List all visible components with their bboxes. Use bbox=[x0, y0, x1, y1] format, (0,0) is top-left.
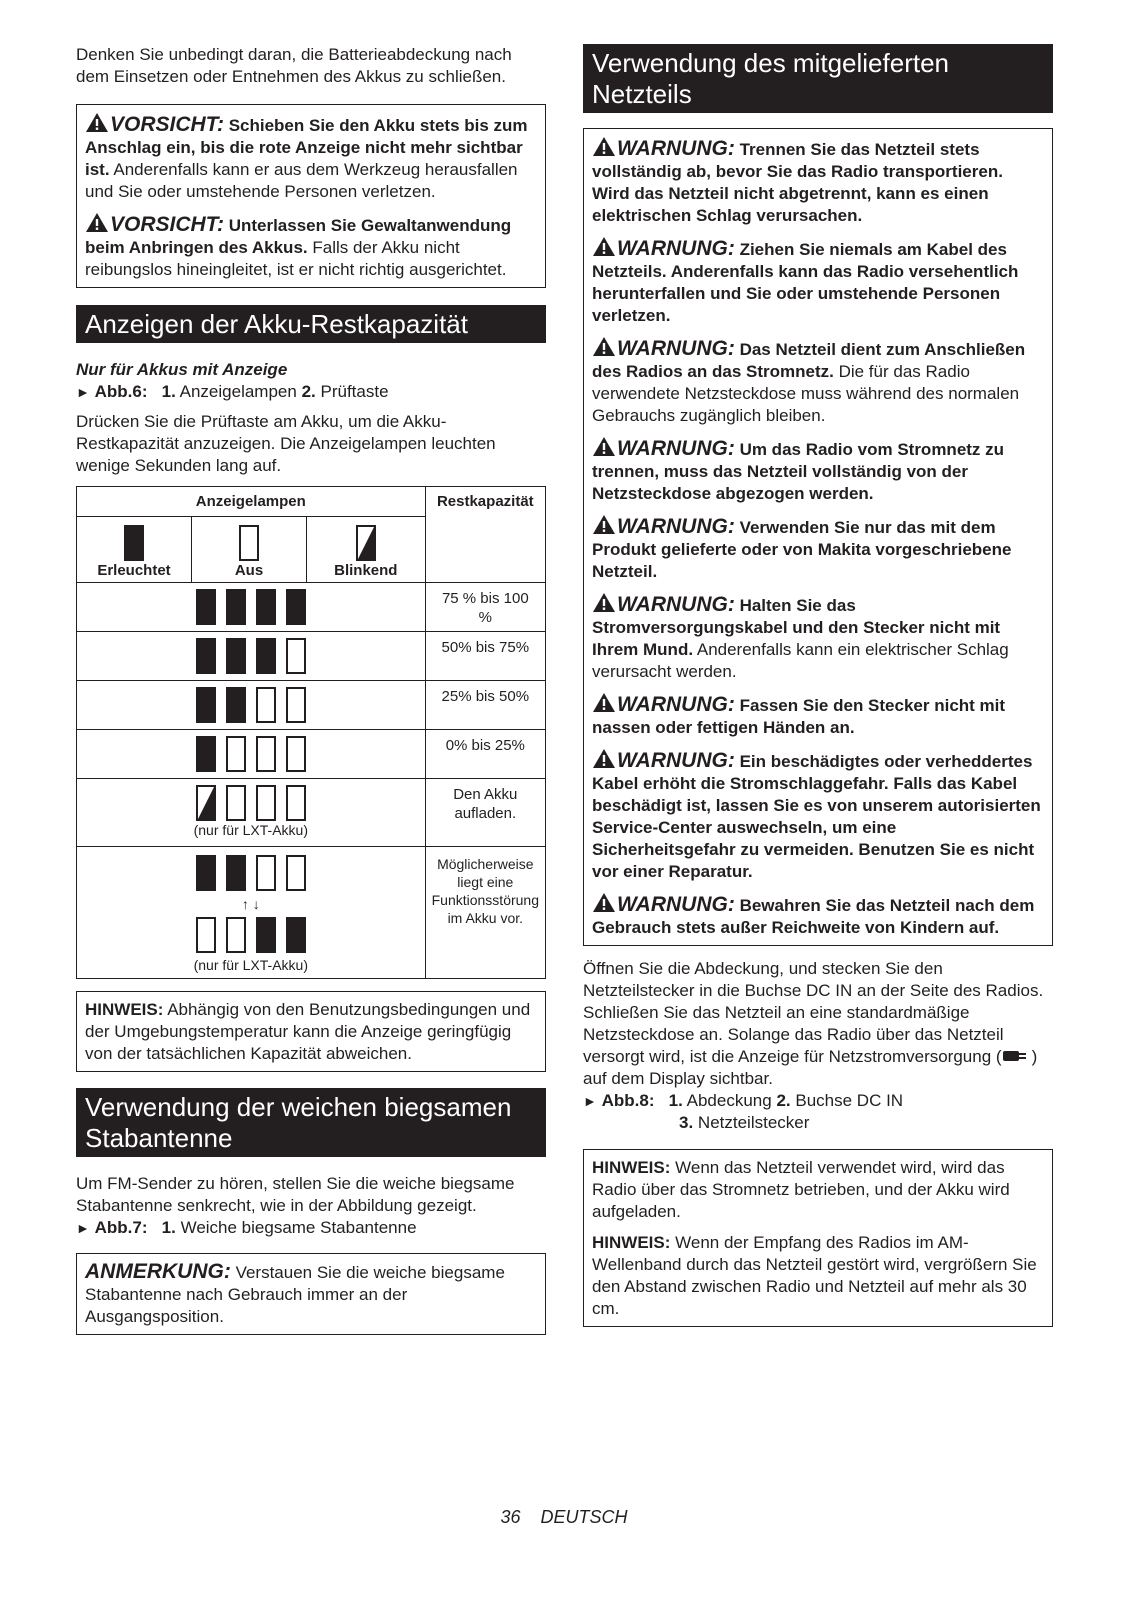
warning-item bbox=[592, 514, 1044, 583]
capacity-paragraph: Drücken Sie die Prüftaste am Akku, um die Akku-Restkapazität anzuzeigen. Die Anzeigelampen leuchten wenige Sekunden lang auf. bbox=[76, 412, 496, 475]
warning-triangle-icon bbox=[592, 136, 616, 157]
warning-item bbox=[592, 592, 1044, 683]
warning-bold-text: Trennen Sie das Netzteil stets vollständig ab, bevor Sie das Radio transportieren. Wird das Netzteil nicht abgetrennt, kann es einen elektrischen Schlag verursachen. bbox=[592, 140, 1003, 225]
lamp-group bbox=[77, 785, 425, 821]
page-footer bbox=[0, 1506, 1128, 1528]
lamp-lit-icon bbox=[196, 855, 216, 891]
caution-box bbox=[76, 104, 546, 288]
lamp-group bbox=[77, 917, 425, 953]
warning-signal: WARNUNG: bbox=[617, 237, 735, 260]
figure-label: Abb.7: bbox=[94, 1218, 148, 1237]
warning-signal: WARNUNG: bbox=[617, 515, 735, 538]
warning-triangle-icon bbox=[592, 236, 616, 257]
warning-item bbox=[592, 436, 1044, 505]
warning-box bbox=[583, 128, 1053, 946]
lamp-off-icon bbox=[256, 736, 276, 772]
lamp-lit-icon bbox=[256, 589, 276, 625]
lamp-off-icon bbox=[286, 736, 306, 772]
capacity-cell: 25% bis 50% bbox=[425, 681, 545, 730]
lamp-blinking-icon bbox=[196, 785, 216, 821]
legend-label: Blinkend bbox=[334, 562, 398, 579]
lxt-note: (nur für LXT-Akku) bbox=[193, 822, 308, 838]
warning-triangle-icon bbox=[592, 748, 616, 769]
lamp-lit-icon bbox=[256, 638, 276, 674]
note-label: HINWEIS: bbox=[85, 1000, 164, 1019]
figure-label: Abb.8: bbox=[601, 1091, 655, 1110]
lamp-group bbox=[77, 687, 425, 723]
caution-item bbox=[85, 212, 537, 281]
lamp-lit-icon bbox=[196, 736, 216, 772]
remark-text: Verstauen Sie die weiche biegsame Stabantenne nach Gebrauch immer an der Ausgangsposition. bbox=[85, 1263, 505, 1326]
warning-item bbox=[592, 748, 1044, 883]
left-column bbox=[76, 44, 546, 1335]
remark-box bbox=[76, 1253, 546, 1335]
lamp-off-icon bbox=[226, 736, 246, 772]
capacity-column-header: Restkapazität bbox=[436, 493, 534, 510]
right-column bbox=[583, 44, 1053, 1327]
lamp-off-icon bbox=[286, 855, 306, 891]
lamp-cell bbox=[77, 681, 426, 730]
lxt-note: (nur für LXT-Akku) bbox=[193, 957, 308, 973]
warning-item bbox=[592, 136, 1044, 227]
lamp-lit-icon bbox=[256, 917, 276, 953]
warning-signal: WARNUNG: bbox=[617, 337, 735, 360]
figure-item-number: 1. bbox=[668, 1091, 683, 1110]
lamp-lit-icon bbox=[226, 687, 246, 723]
warning-triangle-icon bbox=[592, 892, 616, 913]
lamp-lit-icon bbox=[196, 687, 216, 723]
section-heading: Verwendung des mitgelieferten Netzteils bbox=[583, 44, 1053, 113]
capacity-cell: 50% bis 75% bbox=[425, 632, 545, 681]
table-row bbox=[77, 730, 546, 779]
warning-item bbox=[592, 892, 1044, 939]
lamp-cell bbox=[77, 730, 426, 779]
note-label: HINWEIS: bbox=[592, 1158, 671, 1177]
figure-item-text: Weiche biegsame Stabantenne bbox=[180, 1218, 417, 1237]
capacity-cell: Den Akku aufladen. bbox=[425, 779, 545, 847]
warning-triangle-icon bbox=[85, 112, 109, 133]
figure-item-text: Prüftaste bbox=[320, 382, 389, 401]
figure-reference bbox=[76, 1217, 546, 1239]
figure-item-number: 2. bbox=[776, 1091, 791, 1110]
section-heading: Verwendung der weichen biegsamen Stabantenne bbox=[76, 1088, 546, 1157]
adapter-text: Öffnen Sie die Abdeckung, und stecken Sie den Netzteilstecker in die Buchse DC IN an der Seite des Radios. Schließen Sie das Netzteil an eine standardmäßige Netzsteckdose an. Solange das Radio über das Netzteil versorgt wird, ist die Anzeige für Netzstromversorgung ( bbox=[583, 959, 1044, 1066]
figure-item-number: 2. bbox=[301, 382, 316, 401]
figure-item-number: 1. bbox=[161, 1218, 176, 1237]
warning-signal: WARNUNG: bbox=[617, 893, 735, 916]
figure-reference bbox=[76, 381, 546, 403]
lamp-blinking-icon bbox=[356, 525, 376, 561]
warning-signal: WARNUNG: bbox=[617, 137, 735, 160]
lamp-group bbox=[77, 736, 425, 772]
warning-item bbox=[592, 692, 1044, 739]
legend-label: Erleuchtet bbox=[97, 562, 171, 579]
toggle-arrows: ↑ ↓ bbox=[241, 896, 260, 912]
legend-cell bbox=[192, 517, 307, 583]
caution-text: Falls der Akku nicht reibungslos hineingleitet, ist er nicht richtig ausgerichtet. bbox=[85, 238, 507, 279]
lamp-off-icon bbox=[256, 785, 276, 821]
lamp-lit-icon bbox=[286, 589, 306, 625]
lamp-off-icon bbox=[239, 525, 259, 561]
lamp-lit-icon bbox=[196, 589, 216, 625]
remark-label: ANMERKUNG: bbox=[85, 1260, 231, 1283]
warning-signal: WARNUNG: bbox=[617, 693, 735, 716]
subheading: Nur für Akkus mit Anzeige bbox=[76, 360, 288, 379]
warning-triangle-icon bbox=[85, 212, 109, 233]
warning-bold-text: Fassen Sie den Stecker nicht mit nassen oder fettigen Händen an. bbox=[592, 696, 1006, 737]
warning-bold-text: Ziehen Sie niemals am Kabel des Netzteils. Anderenfalls kann das Radio versehentlich herunterfallen und Sie oder umstehende Personen verletzen. bbox=[592, 240, 1019, 325]
table-row bbox=[77, 681, 546, 730]
lamp-lit-icon bbox=[196, 638, 216, 674]
figure-item-text: Anzeigelampen bbox=[179, 382, 297, 401]
warning-signal: WARNUNG: bbox=[617, 437, 735, 460]
caution-signal: VORSICHT: bbox=[110, 113, 224, 136]
note-box bbox=[583, 1149, 1053, 1327]
figure-item-number: 1. bbox=[161, 382, 176, 401]
note-text: Abhängig von den Benutzungsbedingungen und der Umgebungstemperatur kann die Anzeige geringfügig von der tatsächlichen Kapazität abweichen. bbox=[85, 1000, 531, 1063]
ac-power-icon bbox=[1002, 1047, 1032, 1065]
warning-bold-text: Halten Sie das Stromversorgungskabel und den Stecker nicht mit Ihrem Mund. bbox=[592, 596, 1001, 659]
lamp-group bbox=[77, 855, 425, 891]
lamp-lit-icon bbox=[226, 638, 246, 674]
caution-text: Anderenfalls kann er aus dem Werkzeug herausfallen und Sie oder umstehende Personen verletzen. bbox=[85, 160, 518, 201]
capacity-cell: Möglicherweise liegt eine Funktionsstörung im Akku vor. bbox=[425, 847, 545, 979]
note-text: Wenn der Empfang des Radios im AM-Wellenband durch das Netzteil gestört wird, vergrößern Sie den Abstand zwischen Radio und Netzteil auf mehr als 30 cm. bbox=[592, 1233, 1037, 1318]
capacity-cell: 75 % bis 100 % bbox=[425, 583, 545, 632]
intro-paragraph: Denken Sie unbedingt daran, die Batterieabdeckung nach dem Einsetzen oder Entnehmen des Akkus zu schließen. bbox=[76, 45, 512, 86]
legend-cell bbox=[77, 517, 192, 583]
note-text: Wenn das Netzteil verwendet wird, wird das Radio über das Stromnetz betrieben, und der Akku wird aufgeladen. bbox=[592, 1158, 1010, 1221]
lamp-off-icon bbox=[286, 687, 306, 723]
warning-signal: WARNUNG: bbox=[617, 593, 735, 616]
legend-cell bbox=[307, 517, 426, 583]
note-label: HINWEIS: bbox=[592, 1233, 671, 1252]
warning-bold-text: Ein beschädigtes oder verheddertes Kabel erhöht die Stromschlaggefahr. Falls das Kabel beschädigt ist, lassen Sie es von unserem autorisierten Service-Center auswechseln, um eine Sicherheitsgefahr zu vermeiden. Benutzen Sie es nicht vor einer Reparatur. bbox=[592, 752, 1041, 881]
note-item bbox=[592, 1232, 1044, 1320]
lamp-off-icon bbox=[286, 785, 306, 821]
battery-capacity-table bbox=[76, 486, 546, 979]
page-number: 36 bbox=[500, 1507, 521, 1527]
lamp-cell bbox=[77, 632, 426, 681]
lamps-column-header: Anzeigelampen bbox=[195, 493, 306, 510]
section-heading: Anzeigen der Akku-Restkapazität bbox=[76, 305, 546, 343]
figure-item-text: Buchse DC IN bbox=[795, 1091, 904, 1110]
legend-label: Aus bbox=[234, 562, 264, 579]
warning-triangle-icon bbox=[592, 436, 616, 457]
warning-triangle-icon bbox=[592, 592, 616, 613]
lamp-group bbox=[77, 638, 425, 674]
lamp-off-icon bbox=[196, 917, 216, 953]
figure-item-text: Abdeckung bbox=[686, 1091, 772, 1110]
warning-triangle-icon bbox=[592, 692, 616, 713]
lamp-cell bbox=[77, 583, 426, 632]
arrow-icon: ► bbox=[76, 384, 90, 400]
lamp-cell bbox=[77, 779, 426, 847]
warning-bold-text: Bewahren Sie das Netzteil nach dem Gebrauch stets außer Reichweite von Kindern auf. bbox=[592, 896, 1035, 937]
table-row bbox=[77, 779, 546, 847]
caution-bold-text: Unterlassen Sie Gewaltanwendung beim Anbringen des Akkus. bbox=[85, 216, 512, 257]
table-row bbox=[77, 847, 546, 979]
note-item bbox=[592, 1157, 1044, 1223]
warning-triangle-icon bbox=[592, 336, 616, 357]
caution-bold-text: Schieben Sie den Akku stets bis zum Anschlag ein, bis die rote Anzeige nicht mehr sichtbar ist. bbox=[85, 116, 528, 179]
table-row bbox=[77, 583, 546, 632]
adapter-paragraph bbox=[583, 958, 1053, 1090]
lamp-off-icon bbox=[226, 917, 246, 953]
warning-item bbox=[592, 236, 1044, 327]
figure-label: Abb.6: bbox=[94, 382, 148, 401]
capacity-cell: 0% bis 25% bbox=[425, 730, 545, 779]
lamp-lit-icon bbox=[226, 855, 246, 891]
adapter-text: ) auf dem Display sichtbar. bbox=[583, 1047, 1038, 1088]
arrow-icon: ► bbox=[583, 1093, 597, 1109]
lamp-lit-icon bbox=[286, 917, 306, 953]
table-row bbox=[77, 632, 546, 681]
lamp-group bbox=[77, 589, 425, 625]
lamp-off-icon bbox=[226, 785, 246, 821]
figure-item-text: Netzteilstecker bbox=[697, 1113, 810, 1132]
caution-signal: VORSICHT: bbox=[110, 213, 224, 236]
warning-signal: WARNUNG: bbox=[617, 749, 735, 772]
lamp-lit-icon bbox=[124, 525, 144, 561]
warning-text: Die für das Radio verwendete Netzsteckdose muss während des normalen Gebrauchs zugänglich bleiben. bbox=[592, 362, 1020, 425]
footer-language: DEUTSCH bbox=[540, 1507, 628, 1527]
note-box bbox=[76, 991, 546, 1072]
warning-triangle-icon bbox=[592, 514, 616, 535]
lamp-off-icon bbox=[256, 687, 276, 723]
caution-item bbox=[85, 112, 537, 203]
warning-bold-text: Das Netzteil dient zum Anschließen des Radios an das Stromnetz. bbox=[592, 340, 1026, 381]
lamp-off-icon bbox=[286, 638, 306, 674]
warning-text: Anderenfalls kann ein elektrischer Schlag verursacht werden. bbox=[592, 640, 1009, 681]
antenna-paragraph: Um FM-Sender zu hören, stellen Sie die weiche biegsame Stabantenne senkrecht, wie in der Abbildung gezeigt. bbox=[76, 1174, 515, 1215]
figure-reference bbox=[583, 1090, 1053, 1134]
lamp-off-icon bbox=[256, 855, 276, 891]
warning-bold-text: Verwenden Sie nur das mit dem Produkt gelieferte oder von Makita vorgeschriebene Netzteil. bbox=[592, 518, 1012, 581]
lamp-lit-icon bbox=[226, 589, 246, 625]
figure-item-number: 3. bbox=[679, 1113, 694, 1132]
warning-item bbox=[592, 336, 1044, 427]
warning-bold-text: Um das Radio vom Stromnetz zu trennen, muss das Netzteil vollständig von der Netzsteckdose abgezogen werden. bbox=[592, 440, 1005, 503]
arrow-icon: ► bbox=[76, 1220, 90, 1236]
